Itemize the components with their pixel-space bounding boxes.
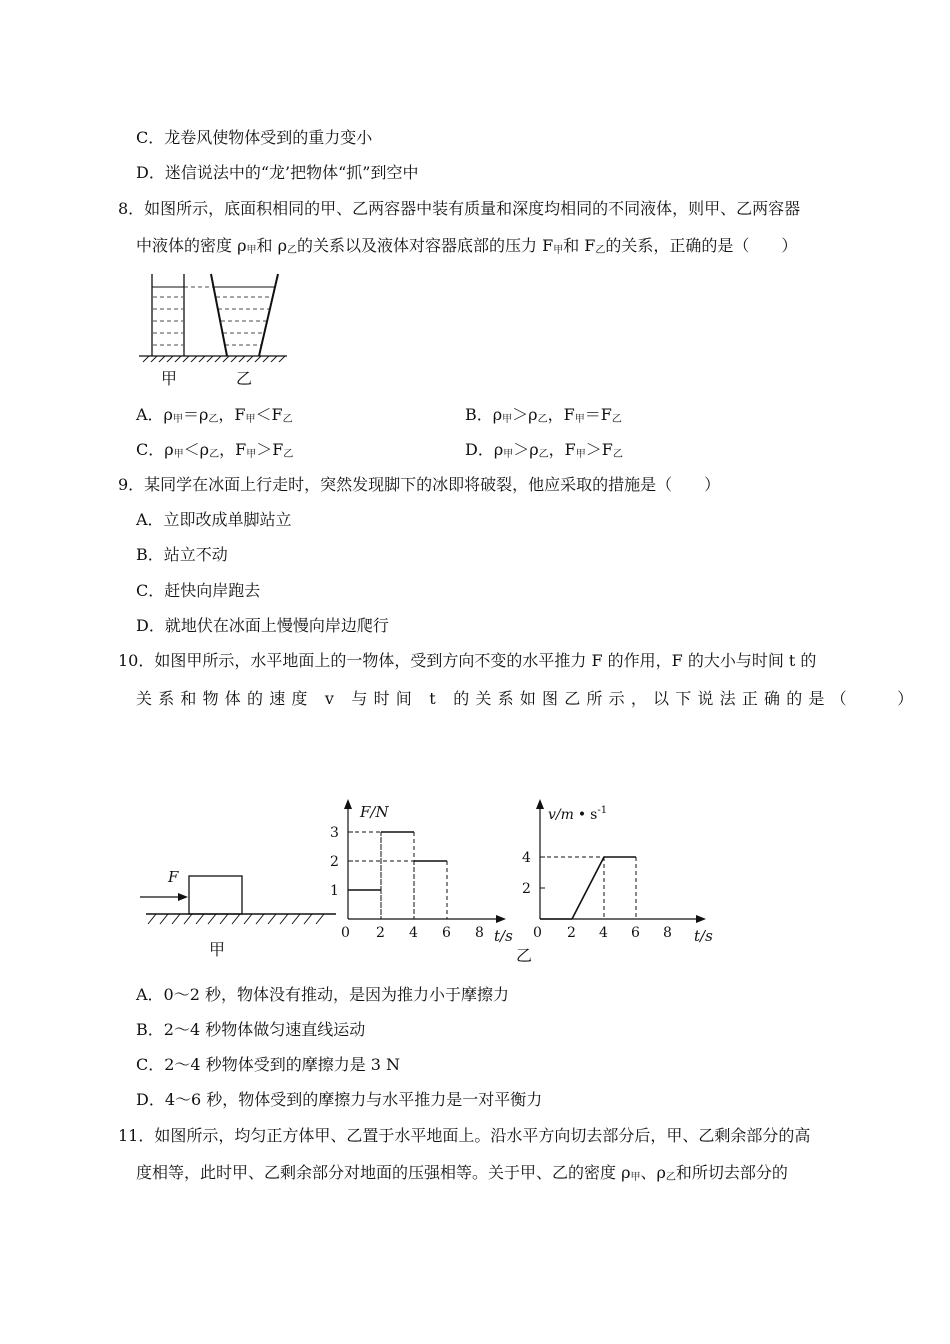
x-tick-label: 8 [663, 925, 672, 941]
q8-stem-text: 和 ρ [256, 236, 287, 255]
subscript-yi: 乙 [208, 414, 219, 425]
x-tick-label: 0 [533, 925, 542, 941]
option-text: ，F [219, 440, 247, 459]
option-text: ＜F [255, 405, 283, 424]
x-tick-label: 6 [442, 925, 451, 941]
q8-stem-text: 的关系以及液体对容器底部的压力 F [297, 236, 554, 255]
q10-option-c: C．2～4 秒物体受到的摩擦力是 3 N [136, 1055, 401, 1074]
option-text: ＞F [585, 440, 613, 459]
q9-option-d: D．就地伏在冰面上慢慢向岸边爬行 [136, 616, 389, 635]
subscript-jia: 甲 [630, 1172, 641, 1183]
q11-stem-line1: 11．如图所示，均匀正方体甲、乙置于水平地面上。沿水平方向切去部分后，甲、乙剩余部分的高 [118, 1126, 811, 1145]
force-time-chart [320, 795, 513, 945]
subscript-jia: 甲 [246, 245, 257, 256]
subscript-jia: 甲 [173, 449, 184, 460]
q11-stem-text: 、ρ [640, 1163, 666, 1182]
q9-option-a: A．立即改成单脚站立 [136, 510, 292, 529]
q8-option-c [136, 440, 293, 463]
subscript-yi: 乙 [595, 245, 606, 256]
subscript-yi: 乙 [209, 449, 220, 460]
velocity-time-chart [512, 795, 712, 945]
subscript-jia: 甲 [502, 414, 513, 425]
option-text: ＝F [584, 405, 612, 424]
q10-option-a: A．0～2 秒，物体没有推动，是因为推力小于摩擦力 [136, 985, 510, 1004]
y-axis-label [548, 805, 607, 823]
subscript-jia: 甲 [553, 245, 564, 256]
q8-stem-line2 [136, 236, 797, 259]
option-text: ＞F [256, 440, 284, 459]
subscript-yi: 乙 [282, 414, 293, 425]
x-axis-label: t/s [494, 927, 513, 945]
y-tick-label: 1 [330, 883, 339, 899]
subscript-yi: 乙 [283, 449, 294, 460]
y-tick-label: 2 [330, 854, 339, 870]
x-axis-arrow-icon [496, 915, 506, 923]
q8-stem-text: 的关系，正确的是（ ） [605, 236, 798, 255]
y-tick-label: 4 [522, 850, 531, 866]
force-arrow-icon [178, 893, 188, 901]
option-text: ＞ρ [513, 440, 539, 459]
subscript-jia: 甲 [575, 449, 586, 460]
q9-option-c: C．赶快向岸跑去 [136, 581, 261, 600]
q10-stem-line2: 关系和物体的速度 v 与时间 t 的关系如图乙所示，以下说法正确的是（ ） [136, 689, 920, 708]
q8-figure-label-jia: 甲 [161, 369, 178, 388]
x-tick-label: 8 [475, 925, 484, 941]
subscript-yi: 乙 [611, 414, 622, 425]
option-text: ，F [218, 405, 246, 424]
q9-stem: 9．某同学在冰面上行走时，突然发现脚下的冰即将破裂，他应采取的措施是（ ） [118, 475, 721, 494]
q8-stem-text: 中液体的密度 ρ [136, 236, 247, 255]
q10-option-b: B．2～4 秒物体做匀速直线运动 [136, 1020, 366, 1039]
y-axis-label-main: v/m [548, 807, 574, 823]
q7-option-c: C．龙卷风使物体受到的重力变小 [136, 128, 373, 147]
subscript-jia: 甲 [172, 414, 183, 425]
q11-stem-text: 和所切去部分的 [675, 1163, 788, 1182]
option-text: B．ρ [465, 405, 503, 424]
x-tick-label: 4 [409, 925, 418, 941]
y-axis-label-unit: s [590, 807, 598, 823]
q8-option-d [465, 440, 623, 463]
y-axis-arrow-icon [344, 799, 352, 809]
series-segment [572, 857, 604, 919]
q8-option-b [465, 405, 622, 428]
subscript-jia: 甲 [574, 414, 585, 425]
q8-stem-line1: 8．如图所示，底面积相同的甲、乙两容器中装有质量和深度均相同的不同液体，则甲、乙两容器 [118, 199, 801, 218]
q10-stem-line1: 10．如图甲所示，水平地面上的一物体，受到方向不变的水平推力 F 的作用，F 的大小与时间 t 的 [118, 651, 817, 670]
x-tick-label: 0 [341, 925, 350, 941]
subscript-yi: 乙 [538, 449, 549, 460]
subscript-yi: 乙 [612, 449, 623, 460]
x-tick-label: 6 [631, 925, 640, 941]
subscript-jia: 甲 [503, 449, 514, 460]
subscript-jia: 甲 [245, 414, 256, 425]
y-axis-label-dot: • [577, 807, 587, 823]
q10-option-d: D．4～6 秒，物体受到的摩擦力与水平推力是一对平衡力 [136, 1090, 543, 1109]
q9-option-b: B．站立不动 [136, 545, 228, 564]
container-jia [152, 274, 213, 356]
q11-stem-text: 度相等，此时甲、乙剩余部分对地面的压强相等。关于甲、乙的密度 ρ [136, 1163, 631, 1182]
option-text: D．ρ [465, 440, 504, 459]
q10-figure-label-jia: 甲 [209, 940, 226, 959]
q10-figure-label-yi: 乙 [516, 946, 533, 965]
subscript-yi: 乙 [537, 414, 548, 425]
option-text: ，F [548, 440, 576, 459]
option-text: ，F [547, 405, 575, 424]
container-yi [211, 274, 278, 356]
subscript-yi: 乙 [665, 1172, 676, 1183]
subscript-jia: 甲 [246, 449, 257, 460]
x-tick-label: 2 [567, 925, 576, 941]
option-text: ＜ρ [183, 440, 210, 459]
q10-block-figure [140, 866, 340, 936]
q8-option-a [136, 405, 293, 428]
q8-containers-figure [135, 270, 295, 380]
force-label: F [168, 868, 179, 886]
x-tick-label: 2 [376, 925, 385, 941]
y-axis-label: F/N [360, 803, 389, 821]
x-tick-label: 4 [599, 925, 608, 941]
option-text: A．ρ [136, 405, 173, 424]
y-axis-label-exp: -1 [597, 805, 608, 816]
option-text: ＝ρ [182, 405, 209, 424]
q8-figure-label-yi: 乙 [236, 369, 253, 388]
y-axis-arrow-icon [536, 799, 544, 809]
y-tick-label: 2 [522, 881, 531, 897]
subscript-yi: 乙 [287, 245, 297, 256]
y-tick-label: 3 [330, 825, 339, 841]
block [189, 876, 242, 914]
option-text: C．ρ [136, 440, 174, 459]
x-axis-label: t/s [694, 927, 713, 945]
option-text: ＞ρ [512, 405, 538, 424]
q7-option-d: D．迷信说法中的“龙’把物体“抓”到空中 [136, 163, 419, 182]
x-axis-arrow-icon [696, 915, 706, 923]
q11-stem-line2 [136, 1163, 788, 1186]
q8-stem-text: 和 F [563, 236, 596, 255]
